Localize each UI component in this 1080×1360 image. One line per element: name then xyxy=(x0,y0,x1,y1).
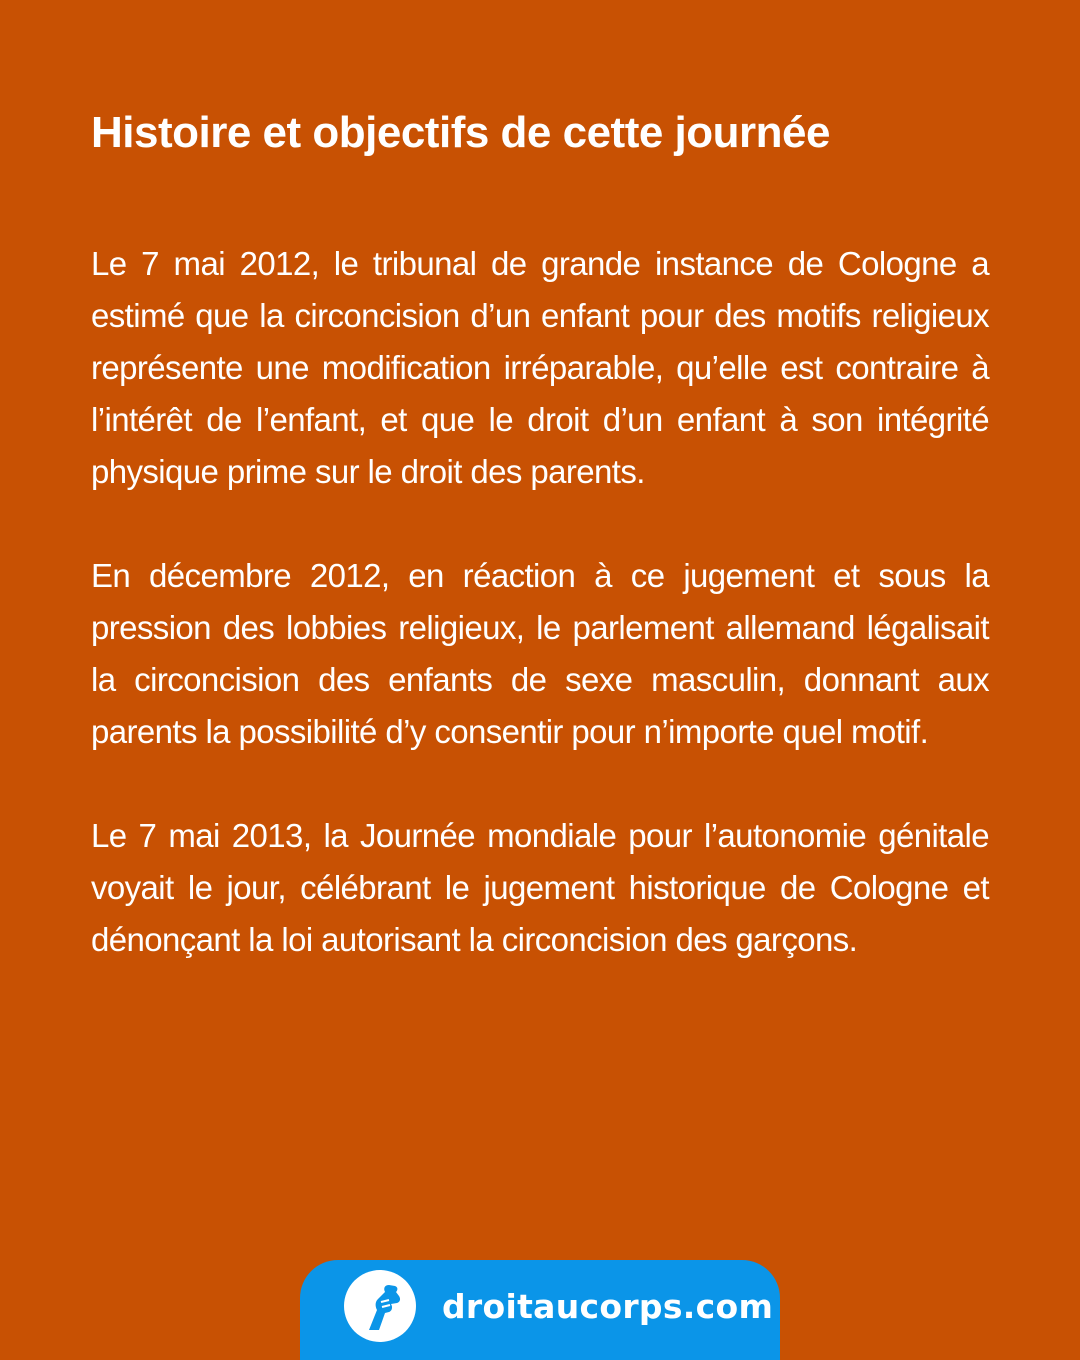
hand-icon xyxy=(355,1280,405,1332)
article-body xyxy=(91,238,989,1018)
logo xyxy=(344,1270,416,1342)
website-link[interactable]: droitaucorps.com xyxy=(442,1286,774,1326)
footer-banner xyxy=(300,1260,780,1360)
page-title: Histoire et objectifs de cette journée xyxy=(91,108,830,157)
paragraph-3: Le 7 mai 2013, la Journée mondiale pour l’autonomie génitale voyait le jour, célébrant le jugement historique de Cologne et dénonçant la loi autorisant la circoncision des garçons. xyxy=(91,817,989,958)
footer-link[interactable] xyxy=(344,1270,773,1342)
paragraph-1: Le 7 mai 2012, le tribunal de grande instance de Cologne a estimé que la circoncision d’un enfant pour des motifs religieux représente une modification irréparable, qu’elle est contraire à l’intérêt de l’enfant, et que le droit d’un enfant à son intégrité physique prime sur le droit des parents. xyxy=(91,245,989,490)
paragraph-2: En décembre 2012, en réaction à ce jugement et sous la pression des lobbies religieux, le parlement allemand légalisait la circoncision des enfants de sexe masculin, donnant aux parents la possibilité d’y consentir pour n’importe quel motif. xyxy=(91,557,989,750)
